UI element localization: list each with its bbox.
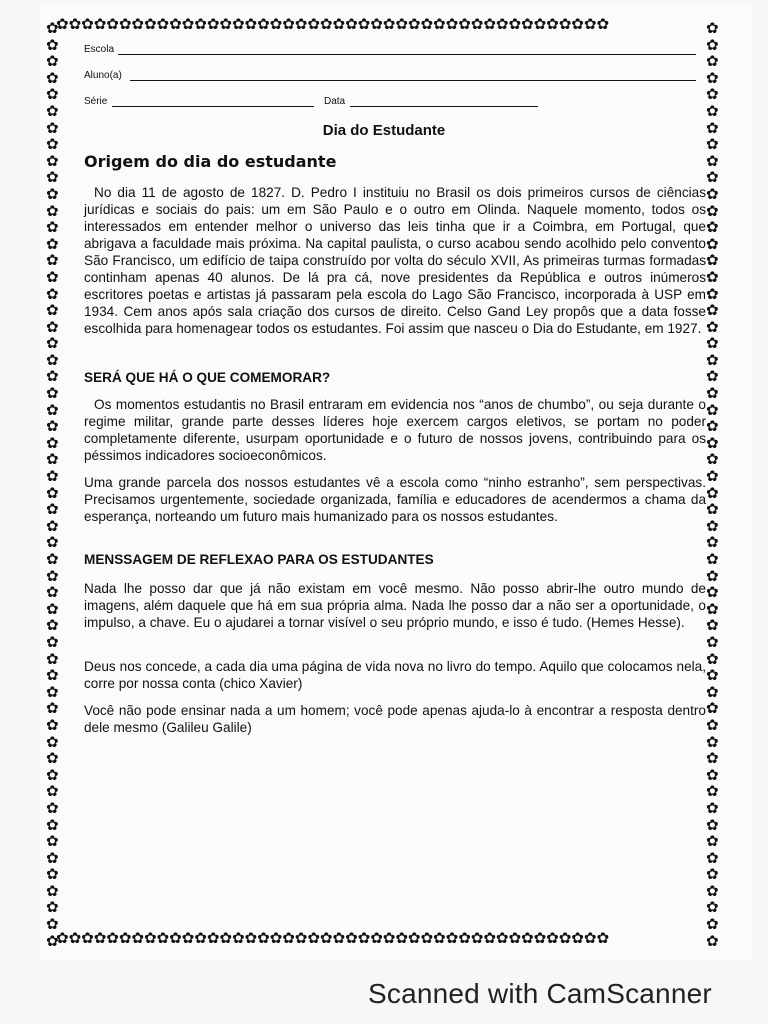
flower-border-top-icon: ✿✿✿✿✿✿✿✿✿✿✿✿✿✿✿✿✿✿✿✿✿✿✿✿✿✿✿✿✿✿✿✿✿✿✿✿✿✿✿✿✿✿✿✿ bbox=[56, 15, 610, 33]
data-line[interactable] bbox=[350, 106, 538, 107]
paragraph-chico-quote: Deus nos concede, a cada dia uma página de vida nova no livro do tempo. Aquilo que colocamos nela, corre por nossa conta (chico Xavier) bbox=[84, 659, 706, 691]
escola-label: Escola bbox=[84, 44, 115, 55]
flower-border-bottom-icon: ✿✿✿✿✿✿✿✿✿✿✿✿✿✿✿✿✿✿✿✿✿✿✿✿✿✿✿✿✿✿✿✿✿✿✿✿✿✿✿✿✿✿✿✿ bbox=[56, 929, 610, 947]
aluno-label: Aluno(a) bbox=[84, 70, 122, 81]
flower-border-right-icon: ✿✿✿✿✿✿✿✿✿✿✿✿✿✿✿✿✿✿✿✿✿✿✿✿✿✿✿✿✿✿✿✿✿✿✿✿✿✿✿✿✿✿✿✿✿✿✿✿✿✿✿✿✿✿✿✿ bbox=[706, 20, 719, 950]
escola-line[interactable] bbox=[118, 54, 696, 55]
paragraph-galileu-quote: Você não pode ensinar nada a um homem; você pode apenas ajuda-lo à encontrar a resposta dentro dele mesmo (Galileu Galile) bbox=[84, 703, 706, 735]
paragraph-origin: No dia 11 de agosto de 1827. D. Pedro I instituiu no Brasil os dois primeiros cursos de ciências jurídicas e sociais do pais: um em São Paulo e o outro em Olinda. Naquele momento, todos os interessados em entender melhor o universo das leis tinha que ir a Coimbra, em Portugal, que abrigava a faculdade mais próxima. Na capital paulista, o curso acabou sendo acolhido pelo convento São Francisco, um edifício de taipa construído por volta do século XVII, As primeiras turmas formadas continham apenas 40 alunos. De lá pra cá, nove presidentes da República e outros inúmeros escritores poetas e artistas já passaram pela escola do Lago São Francisco, incorporada à USP em 1934. Cem anos após sala criação dos cursos de direito. Celso Gand Ley propôs que a data fosse escolhida para homenagear todos os estudantes. Foi assim que nasceu o Dia do Estudante, em 1927. bbox=[84, 185, 706, 336]
aluno-line[interactable] bbox=[130, 80, 696, 81]
heading-comemorar: SERÁ QUE HÁ O QUE COMEMORAR? bbox=[84, 370, 331, 385]
camscanner-watermark: Scanned with CamScanner bbox=[368, 978, 712, 1009]
paragraph-hesse-quote: Nada lhe posso dar que já não existam em você mesmo. Não posso abrir-lhe outro mundo de imagens, além daquele que há em sua própria alma. Nada lhe posso dar a não ser a oportunidade, o impulso, a chave. Eu o ajudarei a tornar visível o seu próprio mundo, e isso é tudo. (Hemes Hesse). bbox=[84, 581, 706, 630]
flower-border-left-icon: ✿✿✿✿✿✿✿✿✿✿✿✿✿✿✿✿✿✿✿✿✿✿✿✿✿✿✿✿✿✿✿✿✿✿✿✿✿✿✿✿✿✿✿✿✿✿✿✿✿✿✿✿✿✿✿✿ bbox=[46, 20, 59, 950]
page-title: Dia do Estudante bbox=[322, 122, 446, 139]
data-label: Data bbox=[324, 96, 346, 107]
serie-label: Série bbox=[84, 96, 108, 107]
serie-line[interactable] bbox=[112, 106, 314, 107]
paragraph-momentos: Os momentos estudantis no Brasil entraram em evidencia nos “anos de chumbo”, ou seja durante o regime militar, grande parte desses líderes hoje exercem cargos eletivos, se portam no poder completamente diferente, usurpam oportunidade e o futuro de nossos jovens, contribuindo para os péssimos indicadores socioeconômicos. bbox=[84, 397, 706, 463]
section-subtitle: Origem do dia do estudante bbox=[84, 152, 337, 171]
heading-reflexao: MENSSAGEM DE REFLEXAO PARA OS ESTUDANTES bbox=[84, 552, 434, 567]
paragraph-parcela: Uma grande parcela dos nossos estudantes vê a escola como “ninho estranho”, sem perspectivas. Precisamos urgentemente, sociedade organizada, família e educadores de acendermos a chama da esperança, norteando um futuro mais humanizado para os nossos estudantes. bbox=[84, 475, 706, 524]
